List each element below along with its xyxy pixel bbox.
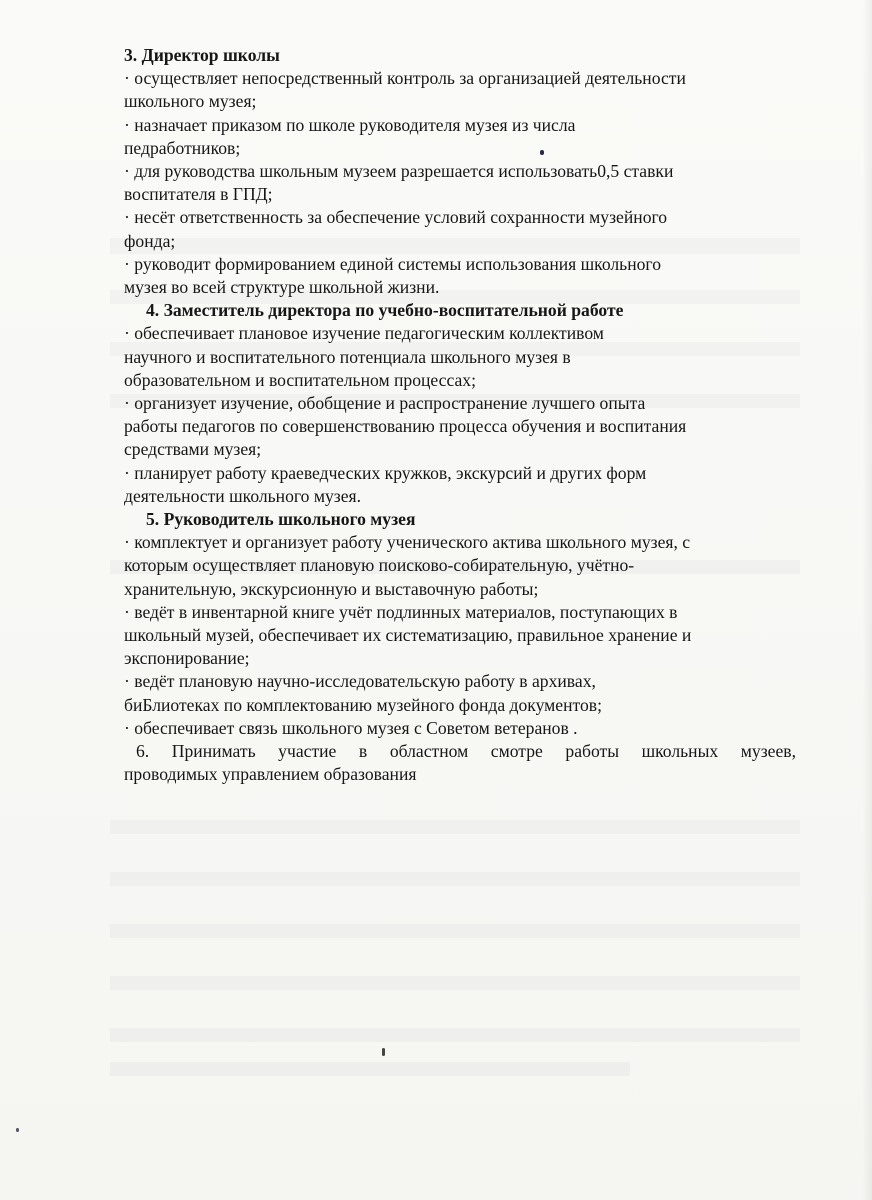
text-line: деятельности школьного музея. <box>124 485 362 506</box>
text-line: биБлиотеках по комплектованию музейного фонда документов; <box>124 694 602 715</box>
text-line: 6. Принимать участие в областном смотре работы школьных музеев, <box>136 741 796 762</box>
text-line: школьного музея; <box>124 91 257 112</box>
text-line: которым осуществляет плановую поисково-собирательную, учётно- <box>124 555 635 576</box>
text-line: школьный музей, обеспечивает их систематизацию, правильное хранение и <box>124 625 692 646</box>
text-line: музея во всей структуре школьной жизни. <box>124 277 440 298</box>
text-line: · несёт ответственность за обеспечение условий сохранности музейного <box>124 207 668 228</box>
text-line: · организует изучение, обобщение и распространение лучшего опыта <box>124 393 646 414</box>
ink-speck <box>16 1128 19 1132</box>
ink-speck <box>382 1048 385 1056</box>
text-line: воспитателя в ГПД; <box>124 184 273 205</box>
text-line: · планирует работу краеведческих кружков, экскурсий и других форм <box>124 462 647 483</box>
text-line: средствами музея; <box>124 439 262 460</box>
text-line: · назначает приказом по школе руководителя музея из числа <box>124 114 576 135</box>
text-line: экспонирование; <box>124 648 250 669</box>
text-line: · ведёт плановую научно-исследовательскую работу в архивах, <box>124 671 596 692</box>
text-line: проводимых управлением образования <box>124 764 417 785</box>
text-line: работы педагогов по совершенствованию процесса обучения и воспитания <box>124 416 687 437</box>
section-heading: 4. Заместитель директора по учебно-воспитательной работе <box>146 300 624 321</box>
text-line: научного и воспитательного потенциала школьного музея в <box>124 346 571 367</box>
text-line: педработников; <box>124 137 241 158</box>
text-line: хранительную, экскурсионную и выставочную работы; <box>124 578 539 599</box>
text-line: · для руководства школьным музеем разрешается использовать0,5 ставки <box>124 161 674 182</box>
scan-edge-shadow <box>862 0 872 1200</box>
document-body <box>124 44 796 787</box>
text-line: · обеспечивает связь школьного музея с Советом ветеранов . <box>124 717 578 738</box>
section-heading: 3. Директор школы <box>124 45 280 65</box>
section-heading: 5. Руководитель школьного музея <box>146 509 416 530</box>
text-line: · осуществляет непосредственный контроль за организацией деятельности <box>124 68 686 89</box>
text-line: · ведёт в инвентарной книге учёт подлинных материалов, поступающих в <box>124 601 678 622</box>
text-line: · руководит формированием единой системы использования школьного <box>124 253 661 274</box>
text-line: образовательном и воспитательном процессах; <box>124 369 476 390</box>
text-line: фонда; <box>124 230 176 251</box>
text-line: · комплектует и организует работу ученического актива школьного музея, с <box>124 532 691 553</box>
text-line: · обеспечивает плановое изучение педагогическим коллективом <box>124 323 604 344</box>
